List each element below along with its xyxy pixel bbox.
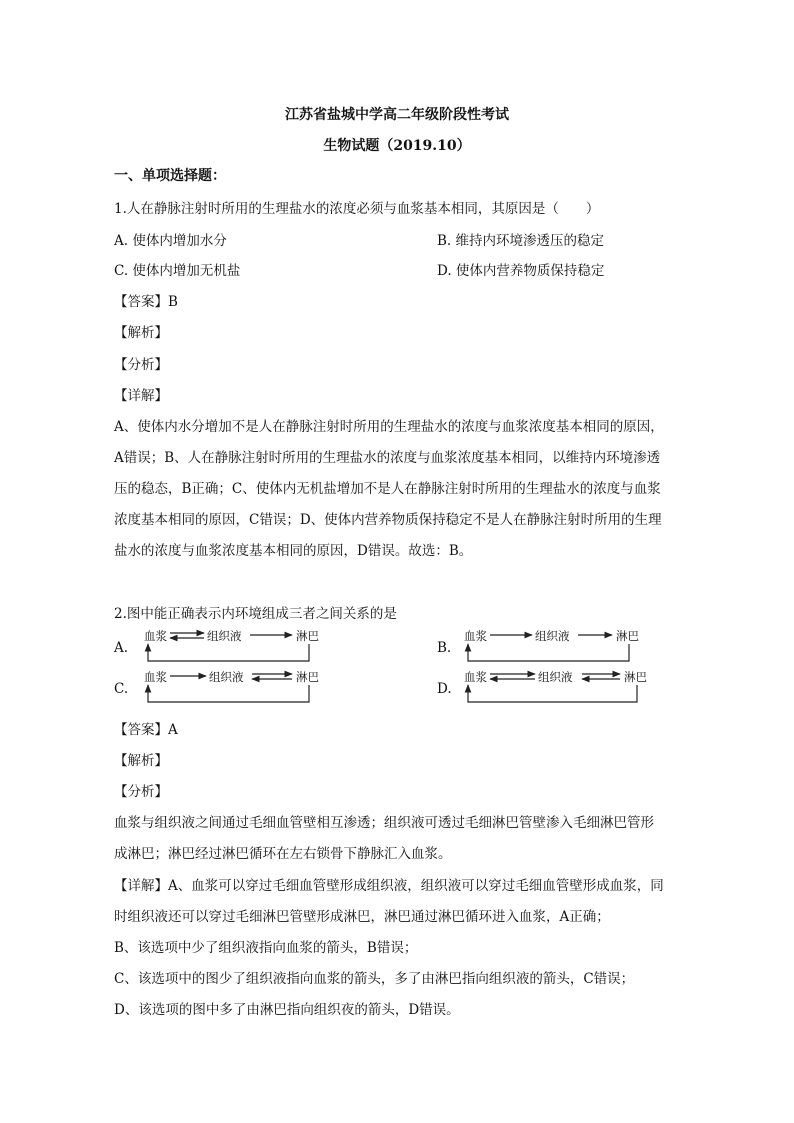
- q1-fenxi-label: 【分析】: [114, 357, 168, 373]
- q2-fenxi-line: 血浆与组织液之间通过毛细血管壁相互渗透；组织液可透过毛细淋巴管壁渗入毛细淋巴管形: [114, 815, 654, 831]
- tissue-fluid-label: 组织液: [535, 629, 570, 643]
- lymph-label: 淋巴: [296, 629, 319, 643]
- section-heading: 一、单项选择题：: [114, 168, 226, 184]
- q1-detail-line: 压的稳态，B正确；C、使体内无机盐增加不是人在静脉注射时所用的生理盐水的浓度与血浆: [114, 481, 661, 497]
- plasma-label: 血浆: [144, 629, 167, 643]
- q2-detail-line: 时组织液还可以穿过毛细淋巴管壁形成淋巴，淋巴通过淋巴循环进入血浆，A正确；: [114, 909, 610, 925]
- q2-answer: 【答案】A: [114, 722, 178, 738]
- q1-detail-line: A错误；B、人在静脉注射时所用的生理盐水的浓度与血浆浓度基本相同，以维持内环境渗透: [114, 450, 661, 466]
- q2-analysis-label: 【解析】: [114, 753, 168, 769]
- q2-diagram-d: [460, 669, 660, 709]
- lymph-label: 淋巴: [296, 670, 319, 684]
- plasma-label: 血浆: [144, 670, 167, 684]
- tissue-fluid-label: 组织液: [209, 670, 244, 684]
- q2-diagram-b: [460, 628, 650, 668]
- q1-detail-line: 盐水的浓度与血浆浓度基本相同的原因，D错误。故选：B。: [114, 543, 473, 559]
- tissue-fluid-label: 组织液: [538, 670, 573, 684]
- q2-detail-line: B、该选项中少了组织液指向血浆的箭头，B错误；: [114, 940, 418, 956]
- q1-option-b: B. 维持内环境渗透压的稳定: [437, 233, 605, 249]
- plasma-label: 血浆: [464, 629, 487, 643]
- q2-diagram-a: [140, 628, 330, 668]
- q1-analysis-label: 【解析】: [114, 325, 168, 341]
- q2-detail-line: C、该选项中的图少了组织液指向血浆的箭头，多了由淋巴指向组织液的箭头，C错误；: [114, 971, 635, 987]
- q2-diagram-c: [140, 669, 330, 709]
- q1-detail-line: A、使体内水分增加不是人在静脉注射时所用的生理盐水的浓度与血浆浓度基本相同的原因，: [114, 419, 664, 435]
- q1-answer: 【答案】B: [114, 294, 178, 310]
- q2-option-b-letter: B.: [437, 640, 452, 656]
- q2-option-a-letter: A.: [114, 640, 129, 656]
- q1-option-a: A. 使体内增加水分: [114, 233, 227, 249]
- q1-stem: 1.人在静脉注射时所用的生理盐水的浓度必须与血浆基本相同，其原因是（ ）: [114, 201, 600, 217]
- plasma-label: 血浆: [464, 670, 487, 684]
- q2-option-d-letter: D.: [437, 681, 452, 697]
- tissue-fluid-label: 组织液: [207, 629, 242, 643]
- page-subtitle: 生物试题（2019.10）: [323, 138, 471, 154]
- lymph-label: 淋巴: [616, 629, 639, 643]
- lymph-label: 淋巴: [624, 670, 647, 684]
- q1-option-d: D. 使体内营养物质保持稳定: [437, 263, 605, 279]
- q2-fenxi-label: 【分析】: [114, 784, 168, 800]
- q1-detail-label: 【详解】: [114, 388, 168, 404]
- q2-stem: 2.图中能正确表示内环境组成三者之间关系的是: [114, 606, 397, 622]
- page-title: 江苏省盐城中学高二年级阶段性考试: [285, 107, 509, 123]
- q2-option-c-letter: C.: [114, 681, 129, 697]
- q1-option-c: C. 使体内增加无机盐: [114, 263, 241, 279]
- q2-detail-line: D、该选项的图中多了由淋巴指向组织夜的箭头，D错误。: [114, 1002, 460, 1018]
- q2-fenxi-line: 成淋巴；淋巴经过淋巴循环在左右锁骨下静脉汇入血浆。: [114, 846, 452, 862]
- q1-detail-line: 浓度基本相同的原因，C错误；D、使体内营养物质保持稳定不是人在静脉注射时所用的生理: [114, 512, 662, 528]
- q2-detail-line: 【详解】A、血浆可以穿过毛细血管壁形成组织液，组织液可以穿过毛细血管壁形成血浆，同: [114, 878, 664, 894]
